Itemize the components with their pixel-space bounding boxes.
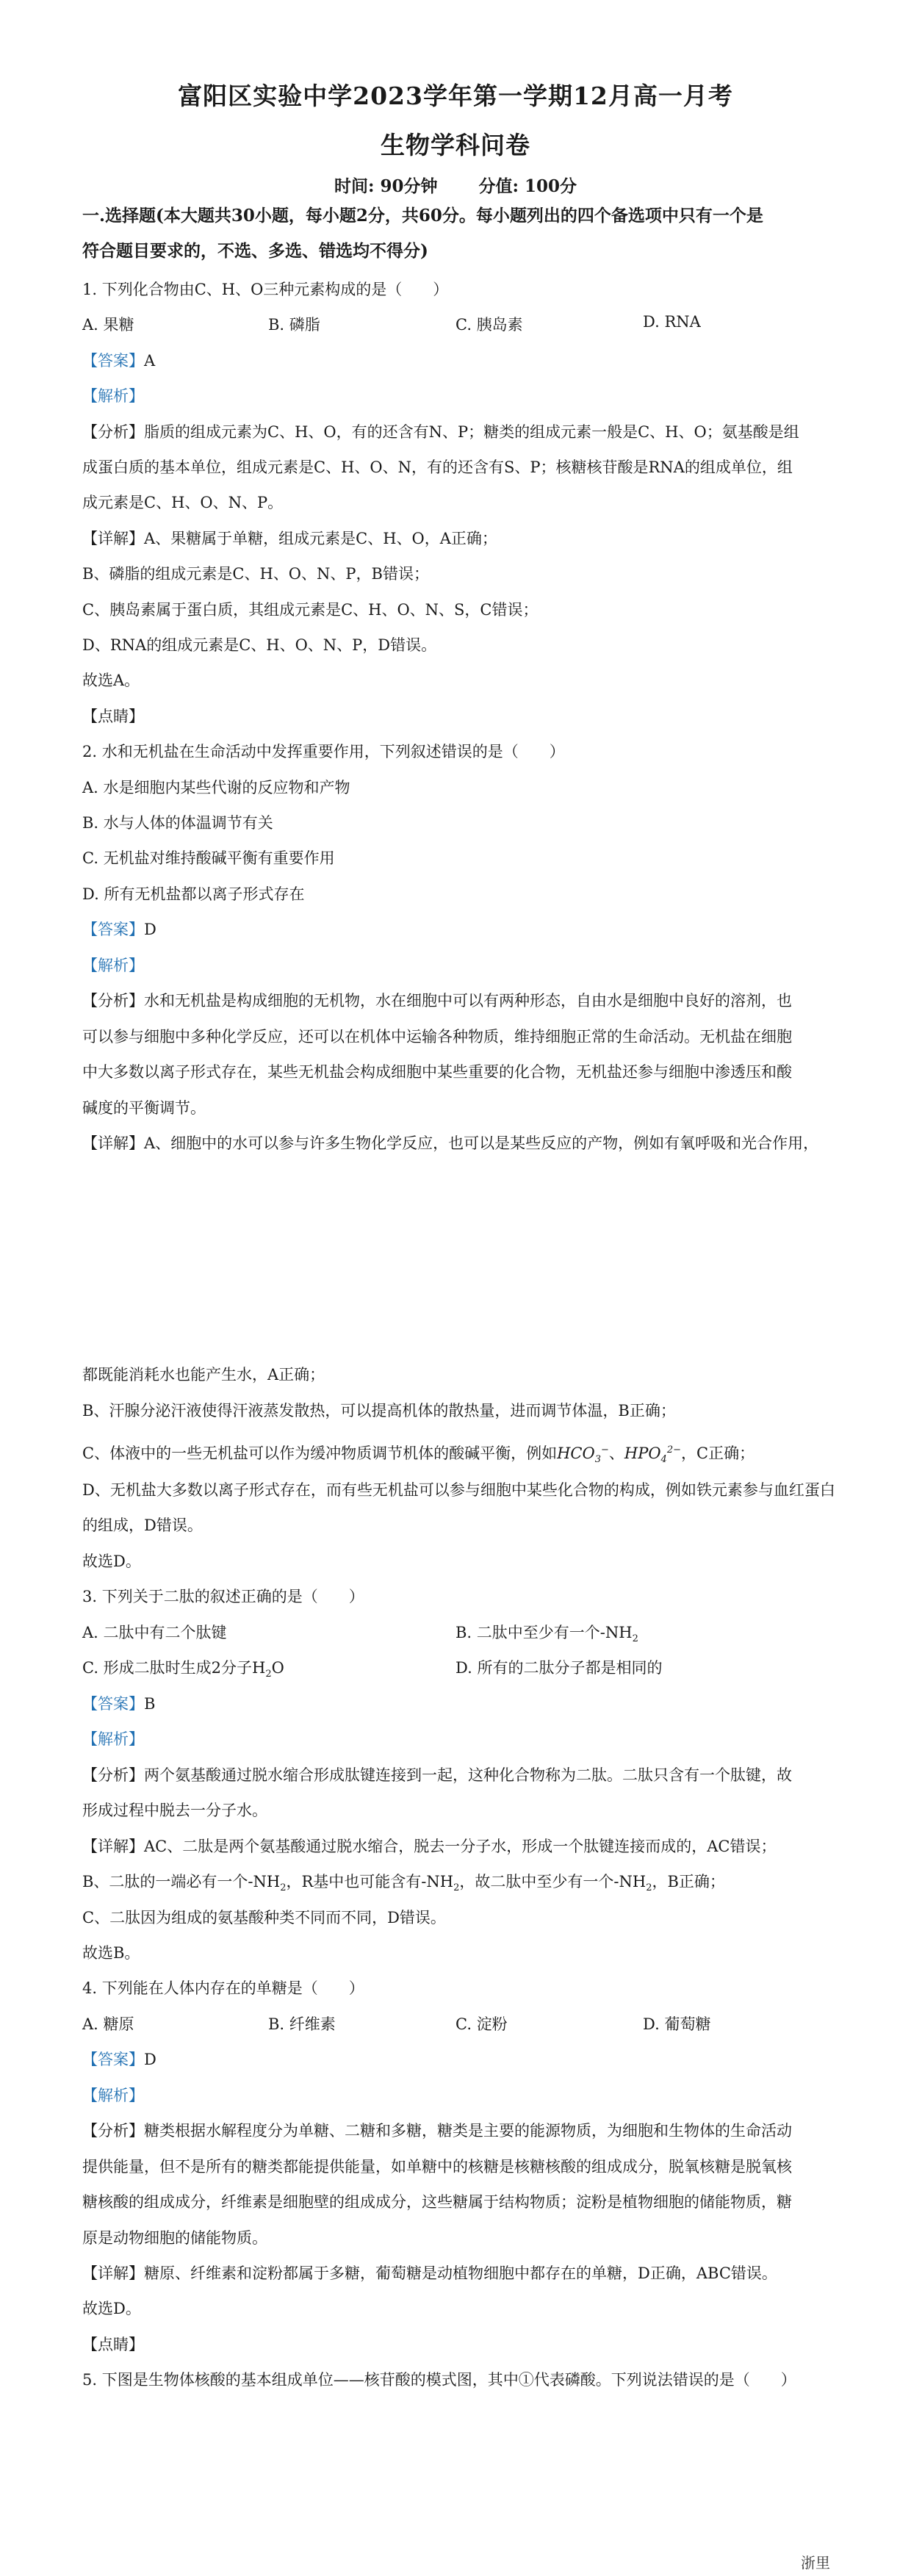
ion1-base: HCO xyxy=(557,1444,595,1462)
q3-stem: 3. 下列关于二肽的叙述正确的是（ ） xyxy=(82,1588,364,1605)
q3-fenxi-2: 形成过程中脱去一分子水。 xyxy=(82,1802,267,1819)
ion2-base: HPO xyxy=(624,1444,661,1462)
q3-fenxi-text-1: 两个氨基酸通过脱水缩合形成肽键连接到一起，这种化合物称为二肽。二肽只含有一个肽键，故 xyxy=(144,1766,792,1784)
fenxi-tag: 【分析】 xyxy=(82,423,144,441)
q4-fenxi-1 xyxy=(82,2119,832,2143)
phosphate-ion xyxy=(624,1444,681,1466)
detail-tag: 【详解】 xyxy=(82,530,144,547)
q1-fenxi-2: 成蛋白质的基本单位，组成元素是C、H、O、N，有的还含有S、P；核糖核苷酸是RNA的组成单位，组 xyxy=(82,458,793,476)
fenxi-tag: 【分析】 xyxy=(82,2122,144,2140)
q4-fenxi-text-1: 糖类根据水解程度分为单糖、二糖和多糖，糖类是主要的能源物质，为细胞和生物体的生命活动 xyxy=(144,2122,792,2140)
q4-option-c: C. 淀粉 xyxy=(455,2015,508,2033)
q3-detail-2a: B、二肽的一端必有一个-NH xyxy=(82,1873,281,1890)
nh2-sub-2: 2 xyxy=(453,1882,460,1894)
q3-conclusion: 故选B。 xyxy=(82,1944,140,1962)
q5-stem: 5. 下图是生物体核酸的基本组成单位——核苷酸的模式图，其中①代表磷酸。下列说法错误的是（ ） xyxy=(82,2371,796,2389)
q2-option-d: D. 所有无机盐都以离子形式存在 xyxy=(82,885,305,903)
q3-detail-2c: ，故二肽中至少有一个-NH xyxy=(459,1873,647,1890)
q4-stem: 4. 下列能在人体内存在的单糖是（ ） xyxy=(82,1979,364,1997)
q2-stem: 2. 水和无机盐在生命活动中发挥重要作用，下列叙述错误的是（ ） xyxy=(82,743,565,760)
q4-option-a: A. 糖原 xyxy=(82,2015,134,2033)
q3-option-c-end: O xyxy=(271,1659,284,1677)
q2-fenxi-3: 中大多数以离子形式存在，某些无机盐会构成细胞中某些重要的化合物，无机盐还参与细胞中渗透压和酸 xyxy=(82,1063,792,1081)
q1-detail-4: D、RNA的组成元素是C、H、O、N、P，D错误。 xyxy=(82,636,437,654)
q3-detail-3: C、二肽因为组成的氨基酸种类不同而不同，D错误。 xyxy=(82,1909,446,1926)
q4-detail-text-1: 糖原、纤维素和淀粉都属于多糖，葡萄糖是动植物细胞中都存在的单糖，D正确，ABC错误。 xyxy=(144,2264,777,2282)
q1-detail-text-1: A、果糖属于单糖，组成元素是C、H、O，A正确； xyxy=(144,530,497,547)
q2-option-c: C. 无机盐对维持酸碱平衡有重要作用 xyxy=(82,849,335,867)
q4-fenxi-2: 提供能量，但不是所有的糖类都能提供能量，如单糖中的核糖是核糖核酸的组成成分，脱氧核糖是脱氧核 xyxy=(82,2158,792,2176)
q1-analysis-tag: 【解析】 xyxy=(82,387,144,405)
ion-separator: 、 xyxy=(608,1444,624,1462)
q3-option-d: D. 所有的二肽分子都是相同的 xyxy=(455,1659,663,1677)
exam-time: 时间: 90分钟 xyxy=(334,176,438,196)
q3-option-c xyxy=(82,1656,284,1680)
ion1-sup: − xyxy=(600,1444,609,1456)
bicarbonate-ion xyxy=(557,1444,609,1466)
q2-fenxi-text-1: 水和无机盐是构成细胞的无机物，水在细胞中可以有两种形态，自由水是细胞中良好的溶剂，也 xyxy=(144,992,792,1010)
detail-tag: 【详解】 xyxy=(82,2264,144,2282)
q3-option-b-sub: 2 xyxy=(632,1633,638,1645)
section-heading-line2: 符合题目要求的，不选、多选、错选均不得分) xyxy=(82,241,428,261)
q3-detail-2 xyxy=(82,1870,832,1900)
q4-fenxi-3: 糖核酸的组成成分，纤维素是细胞壁的组成成分，这些糖属于结构物质；淀粉是植物细胞的储能物质，糖 xyxy=(82,2193,792,2211)
q2-detail-1 xyxy=(82,1132,832,1155)
q2-option-b: B. 水与人体的体温调节有关 xyxy=(82,814,273,832)
q3-detail-text-1: AC、二肽是两个氨基酸通过脱水缩合，脱去一分子水，形成一个肽键连接而成的，AC错误； xyxy=(144,1838,777,1855)
q1-option-d: D. RNA xyxy=(643,313,701,331)
q1-detail-2: B、磷脂的组成元素是C、H、O、N、P，B错误； xyxy=(82,565,429,583)
q3-detail-2b: ，R基中也可能含有-NH xyxy=(286,1873,454,1890)
q2-answer-value: D xyxy=(144,921,156,938)
answer-tag: 【答案】 xyxy=(82,921,144,938)
q1-answer-value: A xyxy=(144,352,156,370)
q3-option-c-text: C. 形成二肽时生成2分子H xyxy=(82,1659,266,1677)
answer-tag: 【答案】 xyxy=(82,1695,144,1713)
q3-analysis-tag: 【解析】 xyxy=(82,1730,144,1748)
q1-detail-3: C、胰岛素属于蛋白质，其组成元素是C、H、O、N、S，C错误； xyxy=(82,601,539,619)
fenxi-tag: 【分析】 xyxy=(82,992,144,1010)
q2-detail-4a: D、无机盐大多数以离子形式存在，而有些无机盐可以参与细胞中某些化合物的构成，例如铁元素参与血红蛋白 xyxy=(82,1481,835,1499)
nh2-sub-1: 2 xyxy=(280,1882,287,1894)
q3-detail-2d: ，B正确； xyxy=(652,1873,725,1890)
answer-tag: 【答案】 xyxy=(82,352,144,370)
exam-score: 分值: 100分 xyxy=(478,176,577,196)
q2-option-a: A. 水是细胞内某些代谢的反应物和产物 xyxy=(82,779,350,796)
q1-answer xyxy=(82,349,832,373)
q2-fenxi-4: 碱度的平衡调节。 xyxy=(82,1099,206,1117)
q1-option-c: C. 胰岛素 xyxy=(455,316,523,334)
q2-answer xyxy=(82,918,832,941)
detail-tag: 【详解】 xyxy=(82,1838,144,1855)
q2-detail-1-cont: 都既能消耗水也能产生水，A正确； xyxy=(82,1366,325,1384)
q1-detail-1 xyxy=(82,527,832,550)
q2-detail-3-end: ，C正确； xyxy=(681,1444,755,1462)
q3-option-a: A. 二肽中有二个肽键 xyxy=(82,1624,227,1641)
q4-analysis-tag: 【解析】 xyxy=(82,2087,144,2104)
q1-stem: 1. 下列化合物由C、H、O三种元素构成的是（ ） xyxy=(82,281,449,298)
q4-answer-value: D xyxy=(144,2051,156,2068)
q4-fenxi-4: 原是动物细胞的储能物质。 xyxy=(82,2229,267,2247)
fenxi-tag: 【分析】 xyxy=(82,1766,144,1784)
q3-answer-value: B xyxy=(144,1695,156,1713)
q1-fenxi-text-1: 脂质的组成元素为C、H、O，有的还含有N、P；糖类的组成元素一般是C、H、O；氨基酸是组 xyxy=(144,423,799,441)
q1-comment-tag: 【点睛】 xyxy=(82,708,144,725)
q2-detail-text-1: A、细胞中的水可以参与许多生物化学反应，也可以是某些反应的产物，例如有氧呼吸和光合作用， xyxy=(144,1134,819,1152)
q1-fenxi-3: 成元素是C、H、O、N、P。 xyxy=(82,494,284,511)
q3-option-c-sub: 2 xyxy=(265,1669,272,1680)
q4-comment-tag: 【点睛】 xyxy=(82,2336,144,2353)
section-heading-line1: 一.选择题(本大题共30小题，每小题2分，共60分。每小题列出的四个备选项中只有一个是 xyxy=(82,206,763,226)
q4-answer xyxy=(82,2048,832,2071)
q2-detail-4b: 的组成，D错误。 xyxy=(82,1517,203,1534)
exam-title: 富阳区实验中学2023学年第一学期12月高一月考 xyxy=(178,82,733,110)
detail-tag: 【详解】 xyxy=(82,1134,144,1152)
q2-detail-2: B、汗腺分泌汗液使得汗液蒸发散热，可以提高机体的散热量，进而调节体温，B正确； xyxy=(82,1402,676,1420)
ion2-sub: 4 xyxy=(660,1454,667,1466)
q4-conclusion: 故选D。 xyxy=(82,2300,141,2317)
q3-option-b xyxy=(455,1621,638,1644)
q3-detail-1 xyxy=(82,1835,832,1858)
q3-answer xyxy=(82,1692,832,1716)
footer-mark: 浙里 xyxy=(801,2554,830,2572)
ion1-sub: 3 xyxy=(594,1454,601,1466)
q2-fenxi-2: 可以参与细胞中多种化学反应，还可以在机体中运输各种物质，维持细胞正常的生命活动。无机盐在细胞 xyxy=(82,1028,792,1046)
q4-detail-1 xyxy=(82,2262,832,2285)
q3-option-b-text: B. 二肽中至少有一个-NH xyxy=(455,1624,633,1641)
q2-analysis-tag: 【解析】 xyxy=(82,957,144,974)
answer-tag: 【答案】 xyxy=(82,2051,144,2068)
q2-detail-3-text: C、体液中的一些无机盐可以作为缓冲物质调节机体的酸碱平衡，例如 xyxy=(82,1444,558,1462)
nh2-sub-3: 2 xyxy=(646,1882,652,1894)
exam-subtitle: 生物学科问卷 xyxy=(381,131,530,159)
q2-detail-3 xyxy=(82,1439,832,1472)
q2-conclusion: 故选D。 xyxy=(82,1553,141,1570)
q4-option-b: B. 纤维素 xyxy=(268,2015,336,2033)
q3-fenxi-1 xyxy=(82,1763,832,1787)
exam-meta xyxy=(0,173,911,197)
q1-conclusion: 故选A。 xyxy=(82,672,140,689)
q2-fenxi-1 xyxy=(82,989,832,1012)
ion2-sup: 2− xyxy=(666,1444,681,1456)
q1-option-a: A. 果糖 xyxy=(82,316,134,334)
q1-option-b: B. 磷脂 xyxy=(268,316,320,334)
q1-fenxi-1 xyxy=(82,420,832,444)
q4-option-d: D. 葡萄糖 xyxy=(643,2015,711,2033)
